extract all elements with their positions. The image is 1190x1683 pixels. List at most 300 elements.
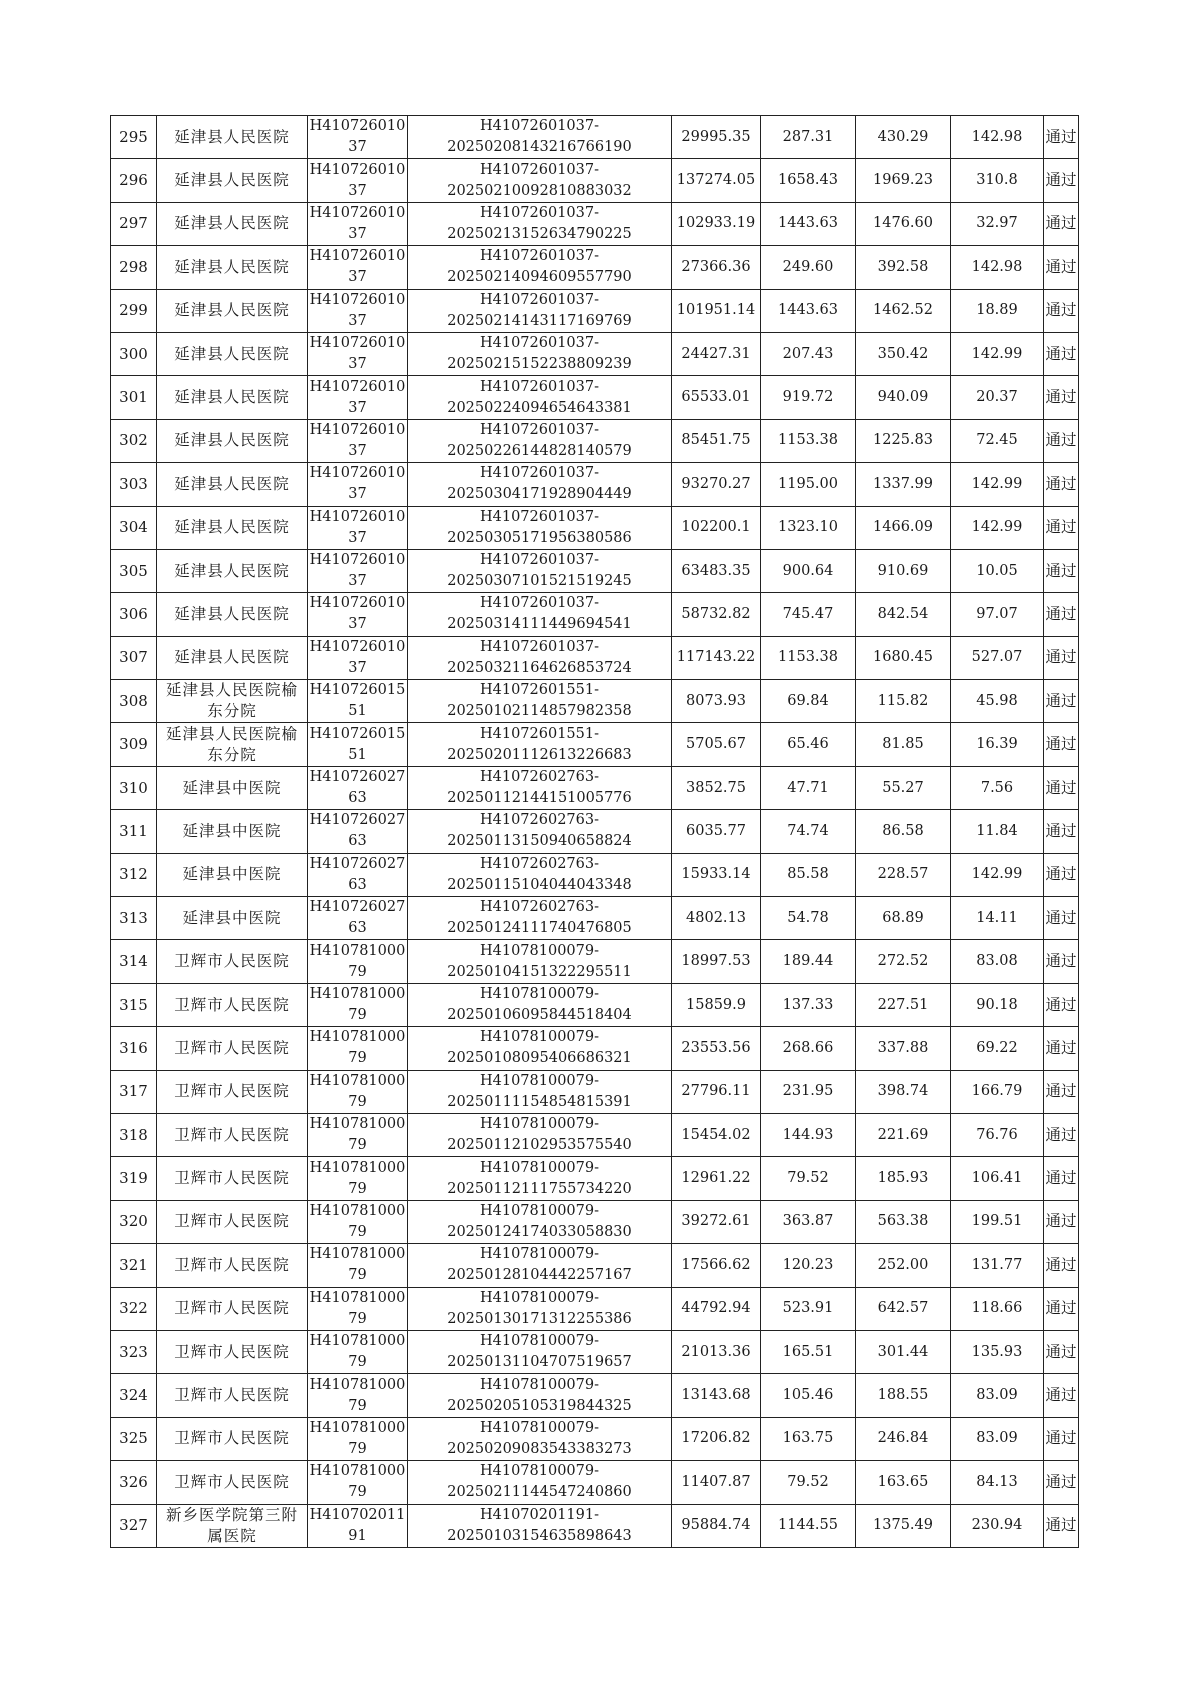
code-line: H410726027	[309, 855, 406, 872]
hospital-name-cell	[157, 1330, 308, 1373]
value-col7-cell	[856, 897, 951, 940]
code-line: 51	[348, 703, 367, 720]
result-status: 通过	[1045, 691, 1077, 710]
amount-cell	[672, 940, 761, 983]
table-row	[111, 1027, 1079, 1070]
value-col6: 105.46	[782, 1387, 834, 1404]
code-line: H410726010	[309, 291, 406, 308]
value-col6: 65.46	[787, 736, 829, 753]
code-line: 37	[348, 356, 367, 373]
value-col7: 272.52	[877, 953, 929, 970]
value-col6-cell	[761, 1113, 856, 1156]
value-col8: 310.8	[976, 172, 1018, 189]
row-number-cell	[111, 1287, 157, 1330]
institution-code-cell	[308, 723, 408, 766]
amount-cell	[672, 1417, 761, 1460]
value-col8-cell	[951, 116, 1044, 159]
value-col6-cell	[761, 246, 856, 289]
hospital-name-cell	[157, 463, 308, 506]
order-number-cell	[408, 549, 672, 592]
result-status: 通过	[1045, 1212, 1077, 1231]
institution-code-cell	[308, 1113, 408, 1156]
value-col7: 227.51	[877, 996, 929, 1013]
row-number: 295	[119, 127, 148, 146]
value-col8-cell	[951, 1244, 1044, 1287]
hospital-name-cell	[157, 810, 308, 853]
order-number-cell	[408, 636, 672, 679]
value-col6-cell	[761, 810, 856, 853]
code-line: H410726010	[309, 118, 406, 135]
order-line: 20250321164626853724	[447, 659, 632, 676]
value-col8: 97.07	[976, 605, 1018, 622]
row-number: 313	[119, 908, 148, 927]
order-line: 20250304171928904449	[447, 486, 632, 503]
value-col6: 54.78	[787, 909, 829, 926]
hospital-line: 延津县人民医院	[174, 171, 290, 190]
order-number-cell	[408, 983, 672, 1026]
hospital-line: 延津县人民医院	[174, 604, 290, 623]
table-row	[111, 1157, 1079, 1200]
value-col8-cell	[951, 1157, 1044, 1200]
order-line: 20250128104442257167	[447, 1267, 632, 1284]
value-col8-cell	[951, 419, 1044, 462]
code-line: H410781000	[309, 1463, 406, 1480]
institution-code-cell	[308, 202, 408, 245]
table-row	[111, 680, 1079, 723]
code-line: 37	[348, 399, 367, 416]
code-line: 37	[348, 269, 367, 286]
value-col6: 900.64	[782, 562, 834, 579]
value-col8-cell	[951, 1417, 1044, 1460]
table-row	[111, 376, 1079, 419]
row-number-cell	[111, 332, 157, 375]
result-cell	[1044, 1157, 1079, 1200]
institution-code-cell	[308, 376, 408, 419]
order-number-cell	[408, 463, 672, 506]
institution-code-cell	[308, 1287, 408, 1330]
order-line: H41072601551-	[479, 725, 600, 742]
order-number-cell	[408, 723, 672, 766]
value-col6-cell	[761, 1027, 856, 1070]
institution-code-cell	[308, 246, 408, 289]
value-col7: 163.65	[877, 1473, 929, 1490]
value-col8: 76.76	[976, 1126, 1018, 1143]
code-line: H410781000	[309, 942, 406, 959]
amount-value: 8073.93	[686, 692, 746, 709]
row-number: 324	[119, 1386, 148, 1405]
value-col7-cell	[856, 853, 951, 896]
table-row	[111, 766, 1079, 809]
order-number-cell	[408, 593, 672, 636]
order-line: H41072601037-	[479, 465, 600, 482]
value-col6: 120.23	[782, 1256, 834, 1273]
institution-code-cell	[308, 506, 408, 549]
amount-cell	[672, 202, 761, 245]
value-col6: 163.75	[782, 1430, 834, 1447]
row-number-cell	[111, 159, 157, 202]
row-number-cell	[111, 723, 157, 766]
order-number-cell	[408, 1070, 672, 1113]
hospital-line: 延津县人民医院	[174, 344, 290, 363]
result-status: 通过	[1045, 778, 1077, 797]
order-number-cell	[408, 202, 672, 245]
value-col7: 1375.49	[873, 1517, 933, 1534]
hospital-name-cell	[157, 1417, 308, 1460]
table-row	[111, 463, 1079, 506]
table-row	[111, 1070, 1079, 1113]
table-row	[111, 1504, 1079, 1547]
amount-value: 15859.9	[686, 996, 746, 1013]
institution-code-cell	[308, 680, 408, 723]
result-status: 通过	[1045, 1038, 1077, 1057]
value-col7-cell	[856, 636, 951, 679]
value-col6-cell	[761, 593, 856, 636]
row-number: 322	[119, 1299, 148, 1318]
table-row	[111, 549, 1079, 592]
table-row	[111, 246, 1079, 289]
value-col6-cell	[761, 1287, 856, 1330]
hospital-name-cell	[157, 1287, 308, 1330]
hospital-name-cell	[157, 506, 308, 549]
table-row	[111, 289, 1079, 332]
row-number-cell	[111, 810, 157, 853]
value-col6-cell	[761, 506, 856, 549]
amount-value: 65533.01	[681, 389, 751, 406]
row-number: 301	[119, 388, 148, 407]
hospital-line: 卫辉市人民医院	[174, 1255, 290, 1274]
code-line: 79	[348, 1440, 367, 1457]
hospital-name-cell	[157, 766, 308, 809]
amount-value: 117143.22	[676, 649, 756, 666]
hospital-name-cell	[157, 853, 308, 896]
hospital-line: 卫辉市人民医院	[174, 1082, 290, 1101]
result-cell	[1044, 376, 1079, 419]
value-col7-cell	[856, 593, 951, 636]
result-cell	[1044, 766, 1079, 809]
result-cell	[1044, 116, 1079, 159]
order-number-cell	[408, 332, 672, 375]
value-col6-cell	[761, 463, 856, 506]
value-col7-cell	[856, 983, 951, 1026]
row-number-cell	[111, 116, 157, 159]
amount-cell	[672, 1200, 761, 1243]
result-status: 通过	[1045, 1429, 1077, 1448]
code-line: H410781000	[309, 1376, 406, 1393]
value-col8: 20.37	[976, 389, 1018, 406]
row-number-cell	[111, 1027, 157, 1070]
result-cell	[1044, 549, 1079, 592]
institution-code-cell	[308, 1417, 408, 1460]
code-line: H410781000	[309, 1333, 406, 1350]
value-col6-cell	[761, 853, 856, 896]
hospital-name-cell	[157, 1157, 308, 1200]
order-line: 20250307101521519245	[447, 573, 632, 590]
hospital-name-cell	[157, 419, 308, 462]
value-col7: 1476.60	[873, 215, 933, 232]
amount-value: 93270.27	[681, 475, 751, 492]
value-col7-cell	[856, 159, 951, 202]
code-line: H410781000	[309, 986, 406, 1002]
value-col6-cell	[761, 1504, 856, 1547]
result-status: 通过	[1045, 735, 1077, 754]
amount-value: 95884.74	[681, 1517, 751, 1534]
code-line: 63	[348, 833, 367, 850]
value-col8-cell	[951, 1330, 1044, 1373]
amount-value: 3852.75	[686, 779, 746, 796]
order-line: H41078100079-	[479, 942, 600, 959]
result-status: 通过	[1045, 1169, 1077, 1188]
value-col8-cell	[951, 549, 1044, 592]
row-number: 312	[119, 865, 148, 884]
code-line: H410781000	[309, 1159, 406, 1176]
code-line: 63	[348, 790, 367, 807]
amount-cell	[672, 1461, 761, 1504]
row-number: 306	[119, 604, 148, 623]
code-line: H410726010	[309, 508, 406, 525]
value-col6: 207.43	[782, 345, 834, 362]
order-line: 20250124174033058830	[447, 1223, 632, 1240]
row-number: 314	[119, 952, 148, 971]
amount-cell	[672, 1330, 761, 1373]
value-col8-cell	[951, 1200, 1044, 1243]
code-line: 79	[348, 1093, 367, 1110]
row-number: 327	[119, 1516, 148, 1535]
amount-value: 15933.14	[681, 866, 751, 883]
row-number-cell	[111, 1461, 157, 1504]
hospital-line: 延津县人民医院	[174, 257, 290, 276]
value-col8: 142.99	[971, 475, 1023, 492]
result-status: 通过	[1045, 821, 1077, 840]
result-cell	[1044, 419, 1079, 462]
value-col7-cell	[856, 246, 951, 289]
code-line: 79	[348, 1267, 367, 1284]
value-col8-cell	[951, 897, 1044, 940]
code-line: 79	[348, 1354, 367, 1371]
code-line: H410781000	[309, 1072, 406, 1089]
value-col7: 81.85	[882, 736, 924, 753]
value-col7-cell	[856, 1070, 951, 1113]
hospital-line: 卫辉市人民医院	[174, 952, 290, 971]
hospital-line: 卫辉市人民医院	[174, 1472, 290, 1491]
row-number: 307	[119, 648, 148, 667]
value-col6: 1323.10	[778, 519, 838, 536]
order-number-cell	[408, 1200, 672, 1243]
amount-cell	[672, 246, 761, 289]
order-line: H41072601037-	[479, 595, 600, 612]
result-status: 通过	[1045, 127, 1077, 146]
order-line: 20250113150940658824	[447, 833, 632, 850]
value-col6-cell	[761, 636, 856, 679]
value-col7-cell	[856, 766, 951, 809]
order-number-cell	[408, 1417, 672, 1460]
value-col7-cell	[856, 1374, 951, 1417]
institution-code-cell	[308, 593, 408, 636]
value-col6: 1658.43	[778, 172, 838, 189]
order-line: H41072601037-	[479, 291, 600, 308]
order-line: H41078100079-	[479, 1333, 600, 1350]
code-line: 79	[348, 1484, 367, 1501]
amount-cell	[672, 1504, 761, 1547]
value-col7: 221.69	[877, 1126, 929, 1143]
table-row	[111, 853, 1079, 896]
value-col6: 189.44	[782, 953, 834, 970]
value-col6-cell	[761, 1070, 856, 1113]
order-number-cell	[408, 1157, 672, 1200]
institution-code-cell	[308, 983, 408, 1026]
order-line: 20250305171956380586	[447, 529, 632, 546]
amount-value: 102200.1	[681, 519, 751, 536]
order-line: 20250124111740476805	[447, 920, 632, 937]
hospital-line: 延津县人民医院	[174, 301, 290, 320]
value-col7: 185.93	[877, 1170, 929, 1187]
value-col6-cell	[761, 289, 856, 332]
value-col8-cell	[951, 723, 1044, 766]
value-col7: 252.00	[877, 1256, 929, 1273]
result-cell	[1044, 1287, 1079, 1330]
value-col8-cell	[951, 680, 1044, 723]
value-col6: 69.84	[787, 692, 829, 709]
value-col7-cell	[856, 680, 951, 723]
value-col8-cell	[951, 1027, 1044, 1070]
institution-code-cell	[308, 159, 408, 202]
order-line: 20250214143117169769	[447, 312, 632, 329]
value-col6-cell	[761, 549, 856, 592]
order-number-cell	[408, 1113, 672, 1156]
table-row	[111, 1200, 1079, 1243]
value-col8-cell	[951, 332, 1044, 375]
order-line: H41072601551-	[479, 682, 600, 699]
order-line: H41072602763-	[479, 855, 600, 872]
result-status: 通过	[1045, 995, 1077, 1014]
hospital-name-cell	[157, 940, 308, 983]
value-col7: 228.57	[877, 866, 929, 883]
result-cell	[1044, 332, 1079, 375]
amount-cell	[672, 1113, 761, 1156]
value-col7: 1337.99	[873, 475, 933, 492]
value-col8: 199.51	[971, 1213, 1023, 1230]
code-line: H410726015	[309, 725, 406, 742]
hospital-line: 延津县人民医院	[174, 388, 290, 407]
code-line: H410726010	[309, 248, 406, 265]
row-number-cell	[111, 853, 157, 896]
row-number: 318	[119, 1125, 148, 1144]
order-line: 20250106095844518404	[447, 1007, 632, 1023]
result-status: 通过	[1045, 1386, 1077, 1405]
order-number-cell	[408, 940, 672, 983]
order-line: H41078100079-	[479, 1072, 600, 1089]
result-cell	[1044, 463, 1079, 506]
hospital-name-cell	[157, 983, 308, 1026]
row-number-cell	[111, 1374, 157, 1417]
order-line: 20250102114857982358	[447, 703, 632, 720]
order-line: 20250201112613226683	[447, 746, 632, 763]
order-line: H41072602763-	[479, 812, 600, 829]
value-col6: 1144.55	[778, 1517, 838, 1534]
code-line: 37	[348, 139, 367, 156]
institution-code-cell	[308, 636, 408, 679]
order-line: H41072601037-	[479, 421, 600, 438]
row-number: 316	[119, 1038, 148, 1057]
value-col8: 527.07	[971, 649, 1023, 666]
table-row	[111, 636, 1079, 679]
value-col6-cell	[761, 983, 856, 1026]
row-number-cell	[111, 1070, 157, 1113]
value-col7-cell	[856, 1417, 951, 1460]
row-number-cell	[111, 1157, 157, 1200]
code-line: H410702011	[309, 1506, 406, 1523]
hospital-name-cell	[157, 593, 308, 636]
row-number: 298	[119, 257, 148, 276]
hospital-line: 卫辉市人民医院	[174, 1125, 290, 1144]
value-col7-cell	[856, 1330, 951, 1373]
value-col7: 430.29	[877, 128, 929, 145]
code-line: H410726010	[309, 638, 406, 655]
amount-value: 85451.75	[681, 432, 751, 449]
row-number: 315	[119, 995, 148, 1014]
row-number: 310	[119, 778, 148, 797]
hospital-line: 属医院	[207, 1526, 257, 1545]
result-cell	[1044, 1374, 1079, 1417]
value-col6: 363.87	[782, 1213, 834, 1230]
amount-value: 17566.62	[681, 1256, 751, 1273]
code-line: 79	[348, 1223, 367, 1240]
order-line: 20250209083543383273	[447, 1440, 632, 1457]
row-number: 317	[119, 1082, 148, 1101]
value-col8-cell	[951, 1461, 1044, 1504]
code-line: 63	[348, 920, 367, 937]
value-col8: 83.09	[976, 1430, 1018, 1447]
result-cell	[1044, 810, 1079, 853]
value-col6-cell	[761, 1157, 856, 1200]
order-number-cell	[408, 1504, 672, 1547]
institution-code-cell	[308, 116, 408, 159]
hospital-name-cell	[157, 1113, 308, 1156]
row-number-cell	[111, 636, 157, 679]
order-number-cell	[408, 506, 672, 549]
result-status: 通过	[1045, 257, 1077, 276]
code-line: H410726010	[309, 161, 406, 178]
value-col8: 11.84	[976, 822, 1018, 839]
result-cell	[1044, 1070, 1079, 1113]
institution-code-cell	[308, 940, 408, 983]
value-col6-cell	[761, 1244, 856, 1287]
amount-cell	[672, 549, 761, 592]
code-line: H410726010	[309, 335, 406, 352]
order-line: 20250213152634790225	[447, 225, 632, 242]
hospital-name-cell	[157, 116, 308, 159]
order-line: 20250214094609557790	[447, 269, 632, 286]
value-col6-cell	[761, 766, 856, 809]
order-line: 20250115104044043348	[447, 876, 632, 893]
table-row	[111, 1417, 1079, 1460]
code-line: 91	[348, 1527, 367, 1544]
institution-code-cell	[308, 549, 408, 592]
result-cell	[1044, 983, 1079, 1026]
order-number-cell	[408, 1330, 672, 1373]
order-line: H41078100079-	[479, 1202, 600, 1219]
result-cell	[1044, 202, 1079, 245]
value-col8: 45.98	[976, 692, 1018, 709]
amount-cell	[672, 897, 761, 940]
code-line: 63	[348, 876, 367, 893]
value-col8: 83.09	[976, 1387, 1018, 1404]
amount-value: 24427.31	[681, 345, 751, 362]
institution-code-cell	[308, 1157, 408, 1200]
institution-code-cell	[308, 1374, 408, 1417]
value-col7: 910.69	[877, 562, 929, 579]
value-col7: 301.44	[877, 1343, 929, 1360]
code-line: 37	[348, 225, 367, 242]
